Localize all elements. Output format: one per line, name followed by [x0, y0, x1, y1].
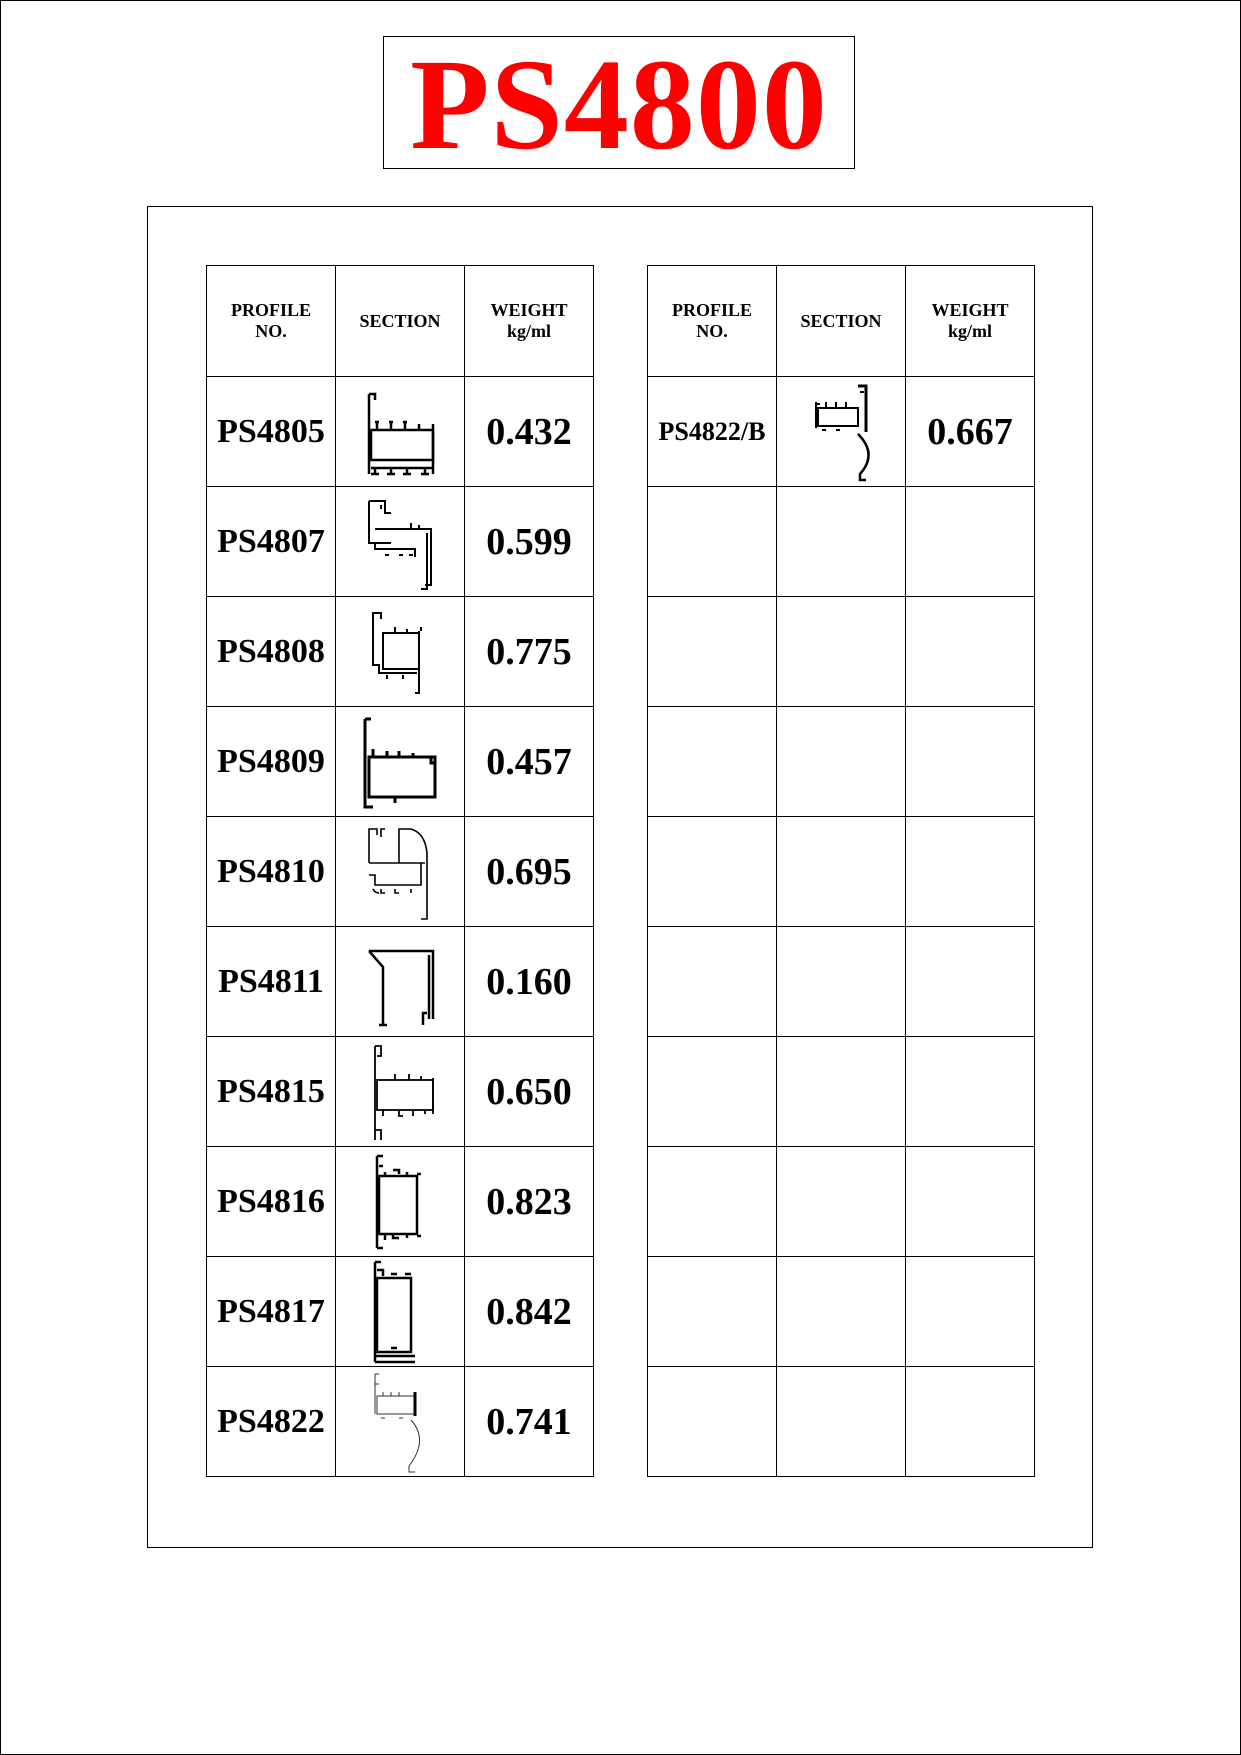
ps4810-section-icon: [355, 823, 445, 921]
empty-cell: [777, 597, 906, 707]
empty-cell: [906, 817, 1035, 927]
empty-cell: [648, 487, 777, 597]
table-row: [648, 707, 1035, 817]
left-profile-table: [206, 265, 594, 1477]
section-cell: [336, 707, 465, 817]
table-row: [207, 487, 594, 597]
ps4815-section-icon: [355, 1042, 445, 1142]
weight-value: 0.432: [465, 377, 594, 487]
table-row: [207, 1147, 594, 1257]
header-weight: WEIGHT kg/ml: [465, 266, 594, 377]
table-row: [648, 597, 1035, 707]
empty-cell: [777, 1367, 906, 1477]
ps4816-section-icon: [355, 1152, 445, 1252]
weight-value: 0.741: [465, 1367, 594, 1477]
table-row: [648, 1037, 1035, 1147]
table-row: [207, 377, 594, 487]
table-row: [648, 817, 1035, 927]
empty-cell: [648, 707, 777, 817]
profile-number: PS4809: [207, 707, 336, 817]
ps4807-section-icon: [355, 493, 445, 591]
header-weight: WEIGHT kg/ml: [906, 266, 1035, 377]
profile-number: PS4816: [207, 1147, 336, 1257]
empty-cell: [648, 1257, 777, 1367]
table-row: [648, 487, 1035, 597]
section-cell: [336, 817, 465, 927]
section-cell: [336, 1257, 465, 1367]
table-row: [648, 927, 1035, 1037]
table-row: [648, 377, 1035, 487]
empty-cell: [648, 1037, 777, 1147]
title-box: [383, 32, 855, 177]
ps4822-section-icon: [355, 1370, 445, 1474]
ps4822b-section-icon: [796, 382, 886, 482]
header-profile-no: PROFILE NO.: [648, 266, 777, 377]
empty-cell: [777, 1037, 906, 1147]
empty-cell: [906, 487, 1035, 597]
profile-number: PS4807: [207, 487, 336, 597]
empty-cell: [906, 1257, 1035, 1367]
ps4805-section-icon: [355, 384, 445, 480]
profile-number: PS4815: [207, 1037, 336, 1147]
profile-number: PS4822/B: [648, 377, 777, 487]
ps4811-section-icon: [355, 933, 445, 1031]
empty-cell: [777, 1257, 906, 1367]
ps4808-section-icon: [355, 603, 445, 701]
section-cell: [336, 377, 465, 487]
table-row: [648, 1367, 1035, 1477]
weight-value: 0.775: [465, 597, 594, 707]
table-row: [207, 1037, 594, 1147]
empty-cell: [906, 1037, 1035, 1147]
section-cell: [336, 927, 465, 1037]
table-row: [648, 1257, 1035, 1367]
empty-cell: [906, 927, 1035, 1037]
section-cell: [336, 487, 465, 597]
weight-value: 0.650: [465, 1037, 594, 1147]
table-row: [207, 1367, 594, 1477]
table-row: [648, 1147, 1035, 1257]
empty-cell: [648, 927, 777, 1037]
empty-cell: [777, 927, 906, 1037]
table-header-row: [648, 266, 1035, 377]
section-cell: [336, 1367, 465, 1477]
empty-cell: [906, 1367, 1035, 1477]
empty-cell: [777, 1147, 906, 1257]
section-cell: [777, 377, 906, 487]
empty-cell: [648, 597, 777, 707]
profile-number: PS4822: [207, 1367, 336, 1477]
table-row: [207, 597, 594, 707]
profile-number: PS4811: [207, 927, 336, 1037]
weight-value: 0.823: [465, 1147, 594, 1257]
weight-value: 0.842: [465, 1257, 594, 1367]
header-profile-no: PROFILE NO.: [207, 266, 336, 377]
profile-number: PS4817: [207, 1257, 336, 1367]
empty-cell: [648, 1367, 777, 1477]
section-cell: [336, 597, 465, 707]
empty-cell: [906, 1147, 1035, 1257]
table-row: [207, 817, 594, 927]
weight-value: 0.599: [465, 487, 594, 597]
header-section: SECTION: [336, 266, 465, 377]
profile-number: PS4805: [207, 377, 336, 487]
table-row: [207, 1257, 594, 1367]
ps4817-section-icon: [355, 1260, 445, 1364]
table-header-row: [207, 266, 594, 377]
section-cell: [336, 1037, 465, 1147]
section-cell: [336, 1147, 465, 1257]
weight-value: 0.667: [906, 377, 1035, 487]
header-section: SECTION: [777, 266, 906, 377]
empty-cell: [906, 707, 1035, 817]
empty-cell: [648, 817, 777, 927]
right-profile-table: [647, 265, 1035, 1477]
weight-value: 0.457: [465, 707, 594, 817]
table-row: [207, 927, 594, 1037]
weight-value: 0.160: [465, 927, 594, 1037]
ps4809-section-icon: [355, 713, 445, 811]
empty-cell: [648, 1147, 777, 1257]
table-row: [207, 707, 594, 817]
empty-cell: [906, 597, 1035, 707]
weight-value: 0.695: [465, 817, 594, 927]
empty-cell: [777, 707, 906, 817]
empty-cell: [777, 817, 906, 927]
profile-number: PS4810: [207, 817, 336, 927]
profile-number: PS4808: [207, 597, 336, 707]
empty-cell: [777, 487, 906, 597]
page-title: PS4800: [410, 32, 828, 177]
